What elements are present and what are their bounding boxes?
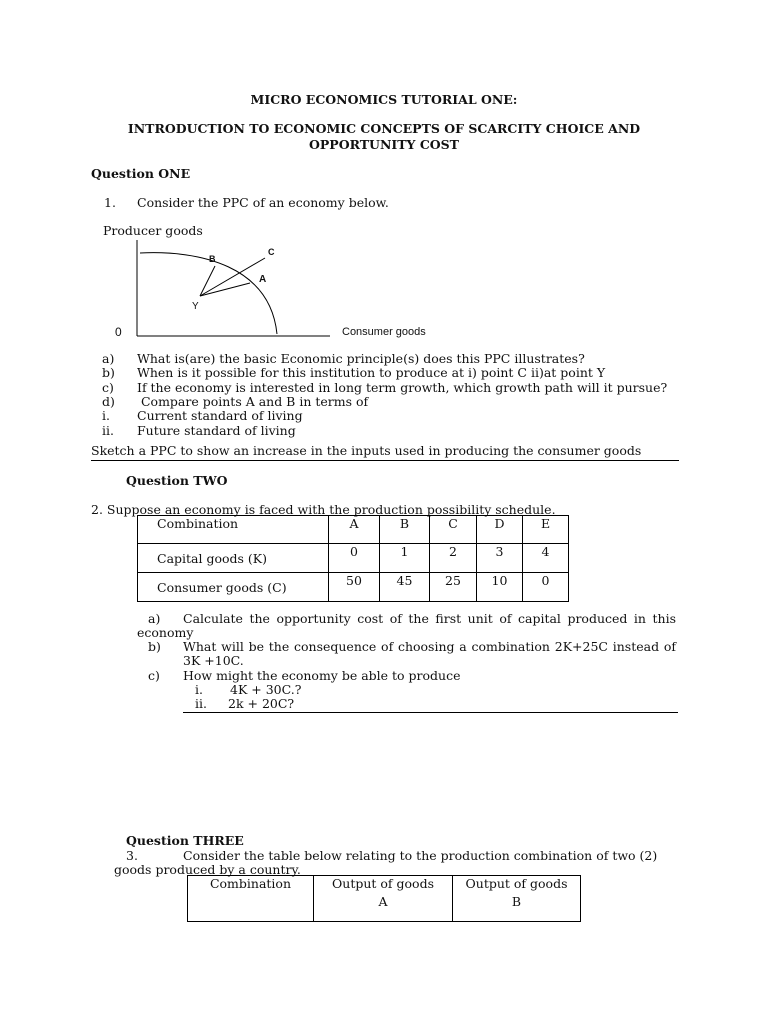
q3-th-goods-a-line1: Output of goods <box>332 876 434 891</box>
q2-cii-marker: ii. <box>195 696 207 711</box>
q2-th-d: D <box>477 516 523 544</box>
q2-cell: 10 <box>477 573 523 602</box>
q1-heading: Question ONE <box>91 166 191 181</box>
q2-cell: 1 <box>380 544 430 573</box>
subtitle-line-2: OPPORTUNITY COST <box>309 137 459 152</box>
q2-cell: 0 <box>329 544 380 573</box>
q2-cell: 50 <box>329 573 380 602</box>
ppc-xlabel: Consumer goods <box>342 326 426 338</box>
q2-cell: 25 <box>430 573 477 602</box>
divider-q2 <box>183 712 678 713</box>
q2-cell: 2 <box>430 544 477 573</box>
q1-number: 1. <box>104 195 116 210</box>
q2-c-text: How might the economy be able to produce <box>183 668 461 683</box>
q1-item-b-marker: b) <box>102 365 115 380</box>
q2-a-text-cont: economy <box>137 625 194 640</box>
q2-c-marker: c) <box>148 668 160 683</box>
q2-cii-text: 2k + 20C? <box>228 696 295 711</box>
ppc-ylabel: Producer goods <box>103 223 203 238</box>
q3-text-1: Consider the table below relating to the production combination of two (2) <box>183 848 658 863</box>
q2-table <box>137 515 569 602</box>
q2-cell: 45 <box>380 573 430 602</box>
q2-intro: 2. Suppose an economy is faced with the production possibility schedule. <box>91 502 556 517</box>
q2-table-header-row <box>138 516 569 544</box>
q3-th-goods-b-line2: B <box>511 894 522 909</box>
q1-item-ii-text: Future standard of living <box>137 423 296 438</box>
q2-th-e: E <box>523 516 569 544</box>
q2-th-combination: Combination <box>138 516 329 544</box>
ppc-point-b: B <box>209 254 216 264</box>
q3-table <box>187 875 581 922</box>
table-row <box>138 573 569 602</box>
ppc-origin: 0 <box>115 325 122 339</box>
q1-item-d-marker: d) <box>102 394 115 409</box>
q1-item-i-marker: i. <box>102 408 110 423</box>
ppc-point-c: C <box>268 247 275 257</box>
q2-b-text-cont: 3K +10C. <box>183 653 244 668</box>
q2-th-b: B <box>380 516 430 544</box>
q2-a-marker: a) <box>148 611 161 626</box>
q2-ci-text: 4K + 30C.? <box>230 682 302 697</box>
q3-text-2: goods produced by a country. <box>114 862 301 877</box>
q2-cell: 0 <box>523 573 569 602</box>
q2-heading: Question TWO <box>126 473 228 488</box>
q1-item-a-text: What is(are) the basic Economic principle(s) does this PPC illustrates? <box>137 351 585 366</box>
q2-b-text: What will be the consequence of choosing a combination 2K+25C instead of <box>183 639 676 654</box>
growth-path-a <box>200 283 250 296</box>
q2-ci-marker: i. <box>195 682 203 697</box>
q1-item-c-marker: c) <box>102 380 114 395</box>
table-row <box>138 544 569 573</box>
q2-cell: 4 <box>523 544 569 573</box>
q2-b-marker: b) <box>148 639 161 654</box>
q3-th-goods-b-line1: Output of goods <box>465 876 568 891</box>
q1-prompt: Consider the PPC of an economy below. <box>137 195 389 210</box>
subtitle-line-1: INTRODUCTION TO ECONOMIC CONCEPTS OF SCARCITY CHOICE AND <box>127 121 641 136</box>
q3-th-goods-a <box>314 876 453 922</box>
q1-item-d-text: Compare points A and B in terms of <box>137 394 369 409</box>
q2-th-c: C <box>430 516 477 544</box>
q1-item-c-text: If the economy is interested in long term growth, which growth path will it pursue? <box>137 380 668 395</box>
q2-cell: 3 <box>477 544 523 573</box>
q2-row-label: Capital goods (K) <box>138 544 329 573</box>
q2-a-text: Calculate the opportunity cost of the first unit of capital produced in this <box>183 611 676 626</box>
q1-item-b-text: When is it possible for this institution to produce at i) point C ii)at point Y <box>137 365 606 380</box>
divider-q1 <box>91 460 679 461</box>
q3-th-goods-b <box>453 876 581 922</box>
ppc-point-a: A <box>259 274 267 285</box>
q3-table-header-row <box>188 876 581 922</box>
ppc-diagram <box>130 236 350 342</box>
q1-sketch: Sketch a PPC to show an increase in the inputs used in producing the consumer goods <box>91 443 642 458</box>
page-title: MICRO ECONOMICS TUTORIAL ONE: <box>250 92 518 107</box>
q1-item-a-marker: a) <box>102 351 115 366</box>
q3-heading: Question THREE <box>126 833 244 848</box>
ppc-point-y: Y <box>192 301 199 312</box>
q3-th-combination: Combination <box>188 876 314 922</box>
q3-number: 3. <box>126 848 138 863</box>
q3-th-goods-a-line2: A <box>378 894 388 909</box>
q1-item-ii-marker: ii. <box>102 423 114 438</box>
q2-th-a: A <box>329 516 380 544</box>
q1-item-i-text: Current standard of living <box>137 408 303 423</box>
q2-row-label: Consumer goods (C) <box>138 573 329 602</box>
